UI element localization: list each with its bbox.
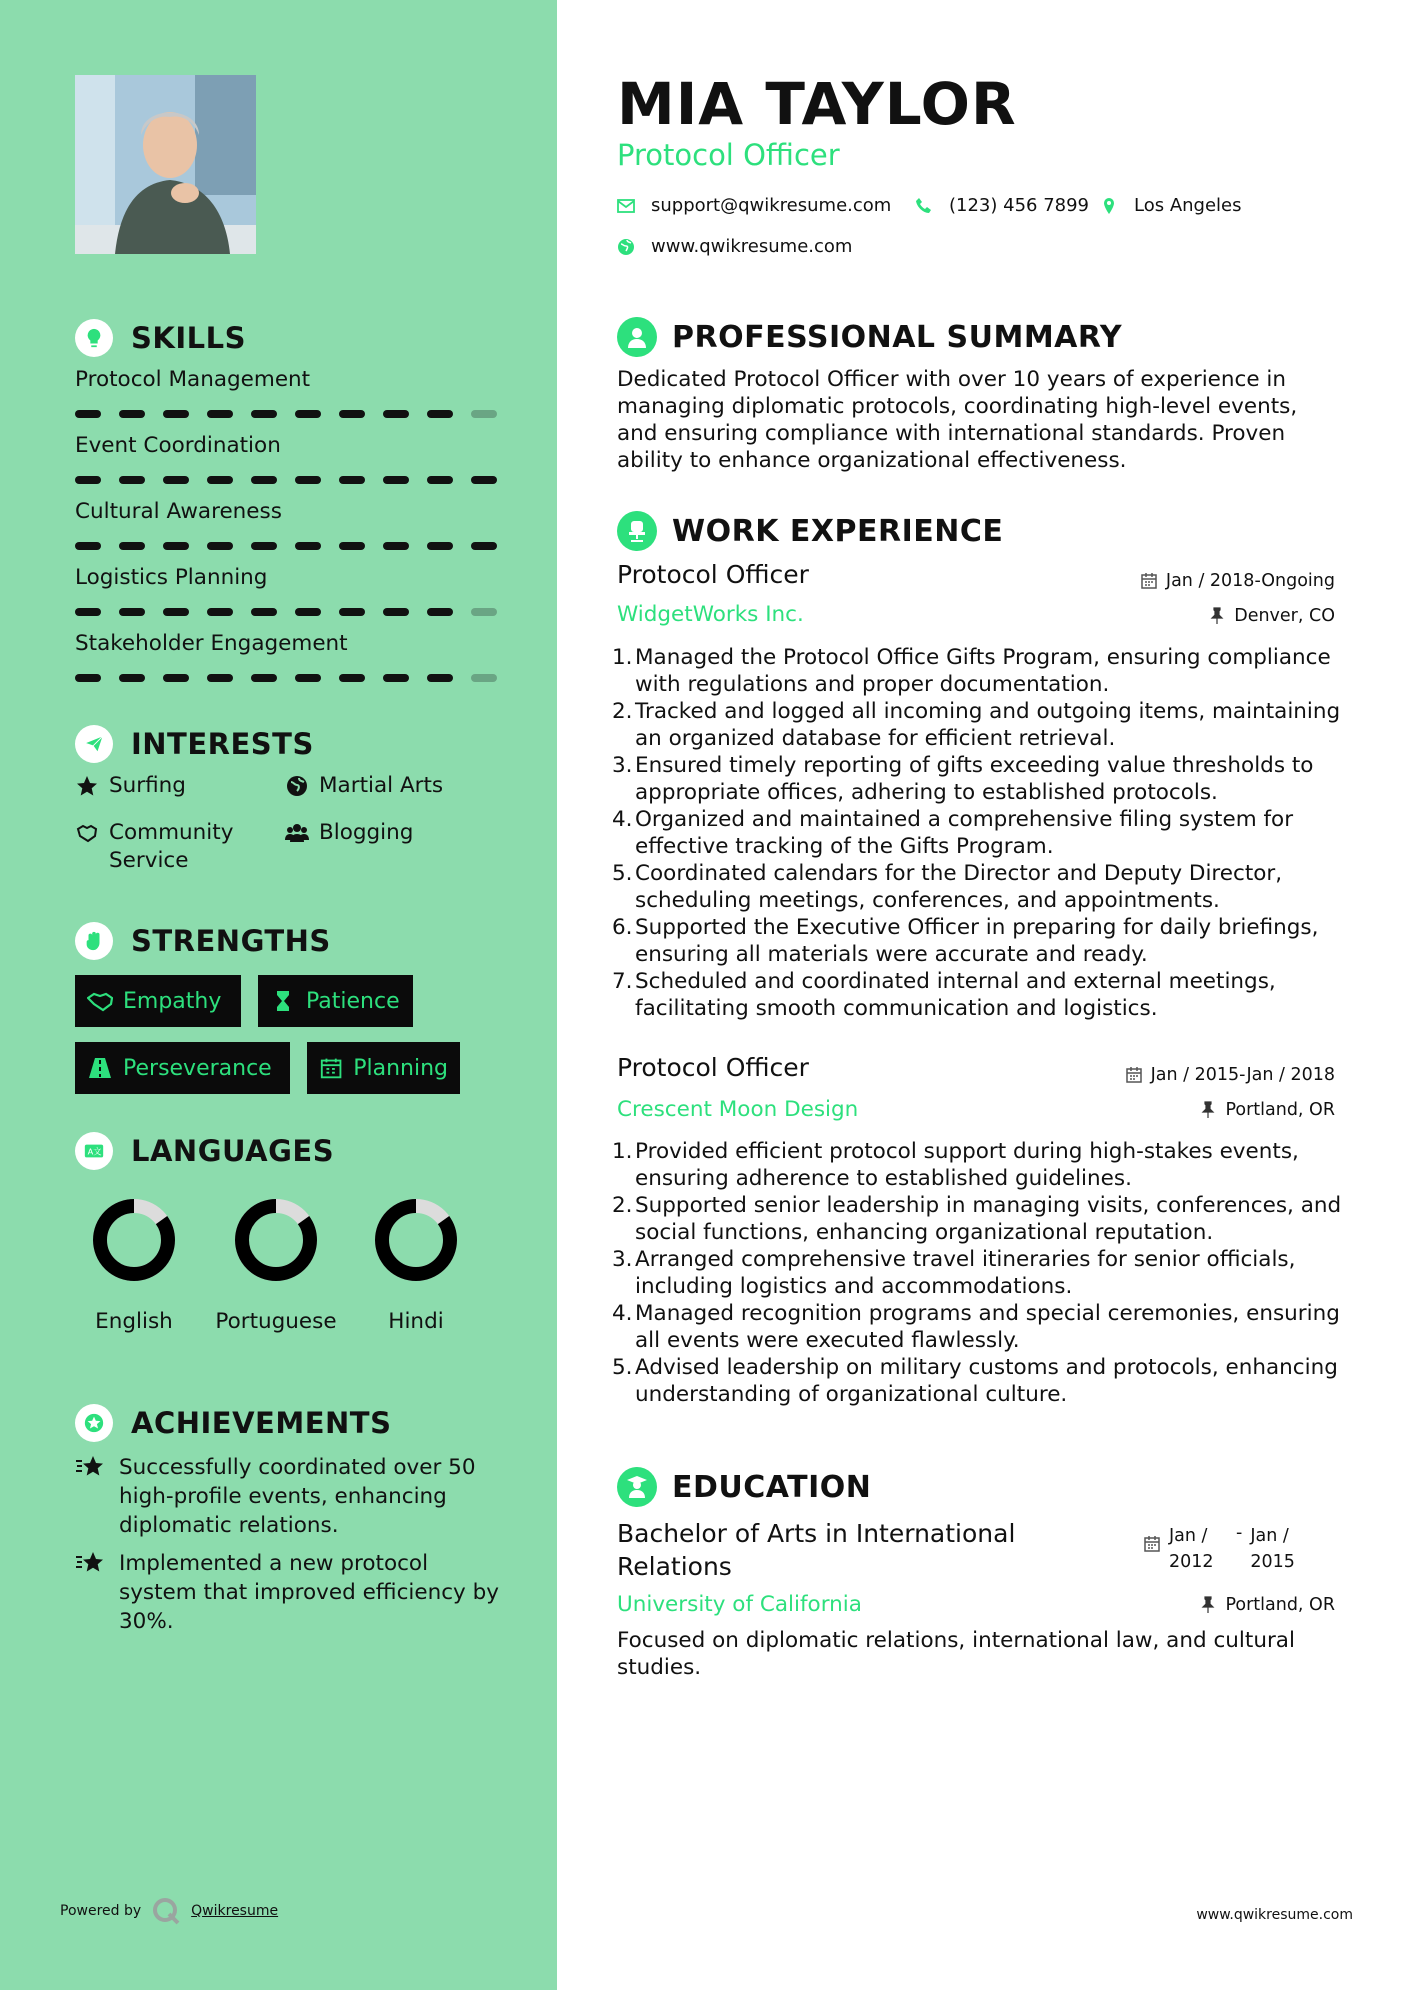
skill-name: Event Coordination [75, 433, 281, 458]
skill-dot-filled [207, 542, 233, 550]
skill-item [75, 433, 500, 484]
job-duties [612, 1138, 1342, 1408]
interest-label: Community Service [109, 820, 234, 873]
languages-heading [75, 1131, 334, 1171]
graduation-icon [617, 1467, 657, 1507]
users-icon [285, 821, 309, 845]
interest-item [75, 772, 186, 800]
qwikresume-link[interactable]: Qwikresume [191, 1903, 279, 1919]
skill-dot-filled [427, 476, 453, 484]
date-separator: - [1236, 1523, 1243, 1543]
star-icon [75, 1549, 107, 1577]
envelope-icon [617, 197, 635, 215]
skill-name: Cultural Awareness [75, 499, 282, 524]
skill-dot-filled [427, 674, 453, 682]
duty-text: Provided efficient protocol support during high-stakes events, ensuring adherence to established guidelines. [635, 1139, 1299, 1191]
language-name: Hindi [388, 1309, 444, 1334]
duty-text: Supported senior leadership in managing visits, conferences, and social functions, enhancing organizational reputation. [635, 1193, 1342, 1245]
language-item [74, 1198, 194, 1336]
duty-text: Supported the Executive Officer in preparing for daily briefings, ensuring all materials were accurate and ready. [635, 915, 1319, 967]
skill-dot-filled [383, 674, 409, 682]
duty-text: Managed the Protocol Office Gifts Program, ensuring compliance with regulations and proper documentation. [635, 645, 1331, 697]
skill-name: Logistics Planning [75, 565, 268, 590]
duty-text: Ensured timely reporting of gifts exceeding value thresholds to appropriate offices, adhering to established protocols. [635, 753, 1314, 805]
duty-number: 3. [612, 1247, 633, 1272]
phone-text: (123) 456 7899 [949, 195, 1090, 216]
duty-item [612, 860, 1342, 914]
pushpin-icon [1199, 1596, 1217, 1614]
education-heading [617, 1466, 871, 1508]
skill-dot-filled [75, 476, 101, 484]
email-text: support@qwikresume.com [651, 195, 892, 216]
skill-dot-filled [383, 608, 409, 616]
skill-item [75, 367, 500, 418]
paper-plane-icon [75, 725, 113, 763]
person-illustration [75, 75, 256, 254]
qwikresume-logo-icon [151, 1896, 181, 1926]
road-icon [87, 1057, 113, 1079]
skill-dot-filled [207, 476, 233, 484]
skill-dot-filled [119, 410, 145, 418]
skill-dot-filled [339, 674, 365, 682]
job-dates [1140, 571, 1335, 591]
job-location-text: Portland, OR [1225, 1100, 1335, 1120]
skill-dot-filled [383, 476, 409, 484]
school-name: University of California [617, 1592, 862, 1617]
skill-dot-filled [295, 674, 321, 682]
skill-level-bar [75, 608, 497, 616]
experience-heading [617, 510, 1003, 552]
pushpin-icon [1208, 607, 1226, 625]
achievement-text: Implemented a new protocol system that improved efficiency by 30%. [119, 1551, 499, 1634]
skill-item [75, 631, 500, 682]
skill-dot-filled [163, 410, 189, 418]
skill-dot-filled [119, 476, 145, 484]
skill-name: Protocol Management [75, 367, 311, 392]
skill-dot-filled [383, 542, 409, 550]
skills-heading [75, 318, 246, 358]
education-dates [1143, 1523, 1305, 1575]
duty-item [612, 1246, 1342, 1300]
language-name: English [95, 1309, 173, 1334]
skills-title: SKILLS [131, 321, 246, 355]
fist-icon [75, 922, 113, 960]
skill-dot-filled [207, 674, 233, 682]
duty-text: Organized and maintained a comprehensive filing system for effective tracking of the Gifts Program. [635, 807, 1294, 859]
language-donut [234, 1198, 318, 1282]
powered-by-label: Powered by [60, 1903, 142, 1919]
skill-dot-filled [339, 608, 365, 616]
handshake-icon [75, 821, 99, 845]
duty-number: 7. [612, 969, 633, 994]
duty-number: 4. [612, 807, 633, 832]
company-name: Crescent Moon Design [617, 1097, 859, 1122]
skill-dot-filled [75, 542, 101, 550]
duty-item [612, 1300, 1342, 1354]
duty-number: 2. [612, 699, 633, 724]
duty-item [612, 1354, 1342, 1408]
website-text: www.qwikresume.com [651, 236, 853, 257]
skill-item [75, 499, 500, 550]
duty-item [612, 1192, 1342, 1246]
skill-dot-filled [163, 608, 189, 616]
duty-text: Scheduled and coordinated internal and external meetings, facilitating smooth communication and logistics. [635, 969, 1276, 1021]
summary-heading [617, 316, 1122, 358]
skill-dot-filled [295, 542, 321, 550]
interest-item [75, 819, 255, 875]
skill-dot-filled [427, 608, 453, 616]
job-location [1199, 1100, 1335, 1120]
language-donut [92, 1198, 176, 1282]
degree-title: Bachelor of Arts in International Relations [617, 1519, 1016, 1581]
duty-number: 2. [612, 1193, 633, 1218]
skill-dot-empty [471, 608, 497, 616]
duty-item [612, 698, 1342, 752]
duty-number: 5. [612, 1355, 633, 1380]
skill-dot-filled [163, 674, 189, 682]
interests-heading [75, 724, 314, 764]
education-location-text: Portland, OR [1225, 1595, 1335, 1615]
star-icon [75, 1453, 107, 1481]
summary-title: PROFESSIONAL SUMMARY [672, 319, 1123, 355]
strengths-title: STRENGTHS [131, 924, 331, 958]
education-description: Focused on diplomatic relations, international law, and cultural studies. [617, 1628, 1295, 1680]
job-dates-text: Jan / 2018-Ongoing [1165, 571, 1335, 591]
skill-name: Stakeholder Engagement [75, 631, 348, 656]
contact-phone[interactable] [915, 195, 1089, 216]
calendar-icon [1140, 572, 1158, 590]
interest-label: Martial Arts [319, 773, 444, 798]
company-name: WidgetWorks Inc. [617, 602, 804, 627]
skill-dot-filled [75, 608, 101, 616]
interest-item [285, 772, 443, 800]
strength-tag [258, 975, 413, 1027]
contact-location [1100, 195, 1242, 216]
skill-dot-filled [75, 674, 101, 682]
duty-text: Coordinated calendars for the Director and Deputy Director, scheduling meetings, conferences, and appointments. [635, 861, 1283, 913]
achievements-title: ACHIEVEMENTS [131, 1406, 392, 1440]
job-location-text: Denver, CO [1234, 606, 1335, 626]
achievements-heading [75, 1403, 391, 1443]
skill-dot-filled [295, 608, 321, 616]
handshake-icon [87, 990, 113, 1012]
education-title: EDUCATION [672, 1469, 872, 1505]
strength-tag [307, 1042, 460, 1094]
skill-dot-filled [339, 476, 365, 484]
skill-dot-filled [251, 476, 277, 484]
education-start: Jan / 2012 [1169, 1526, 1214, 1572]
job-title: Protocol Officer [617, 560, 809, 589]
skill-dot-filled [339, 410, 365, 418]
skill-dot-filled [251, 542, 277, 550]
skill-dot-filled [251, 608, 277, 616]
skill-dot-filled [295, 476, 321, 484]
duty-item [612, 1138, 1342, 1192]
strength-label: Empathy [123, 988, 222, 1014]
skill-dot-filled [163, 542, 189, 550]
location-text: Los Angeles [1134, 195, 1242, 216]
skill-level-bar [75, 674, 497, 682]
skill-dot-filled [295, 410, 321, 418]
duty-text: Managed recognition programs and special ceremonies, ensuring all events were executed flawlessly. [635, 1301, 1340, 1353]
skill-dot-filled [427, 542, 453, 550]
skill-dot-filled [471, 542, 497, 550]
job-title: Protocol Officer [617, 1053, 809, 1082]
skill-level-bar [75, 476, 497, 484]
skill-dot-filled [207, 608, 233, 616]
skill-dot-filled [251, 410, 277, 418]
skill-dot-filled [163, 476, 189, 484]
hourglass-icon [270, 990, 296, 1012]
duty-number: 1. [612, 645, 633, 670]
strength-label: Planning [353, 1055, 448, 1081]
candidate-role: Protocol Officer [617, 138, 840, 172]
job-dates [1125, 1065, 1335, 1085]
education-end: Jan / 2015 [1250, 1526, 1295, 1572]
skill-item [75, 565, 500, 616]
map-pin-icon [1100, 197, 1118, 215]
skill-dot-filled [427, 410, 453, 418]
user-icon [617, 317, 657, 357]
skill-level-bar [75, 542, 497, 550]
duty-item [612, 914, 1342, 968]
job-duties [612, 644, 1342, 1022]
globe-icon [285, 774, 309, 798]
interest-label: Blogging [319, 820, 414, 845]
lightbulb-icon [75, 319, 113, 357]
phone-icon [915, 197, 933, 215]
skill-dot-filled [251, 674, 277, 682]
translate-icon [75, 1132, 113, 1170]
sidebar [0, 0, 557, 1990]
pushpin-icon [1199, 1101, 1217, 1119]
skill-level-bar [75, 410, 497, 418]
contact-email[interactable] [617, 195, 891, 216]
duty-number: 6. [612, 915, 633, 940]
duty-number: 4. [612, 1301, 633, 1326]
star-badge-icon [75, 1404, 113, 1442]
interest-label: Surfing [109, 773, 186, 798]
calendar-icon [319, 1057, 343, 1079]
calendar-icon [1143, 1535, 1161, 1553]
duty-item [612, 806, 1342, 860]
skill-dot-filled [75, 410, 101, 418]
duty-number: 5. [612, 861, 633, 886]
calendar-icon [1125, 1066, 1143, 1084]
profile-photo [75, 75, 256, 254]
contact-website[interactable] [617, 236, 852, 257]
achievement-item [75, 1549, 500, 1636]
skill-dot-filled [339, 542, 365, 550]
skill-dot-filled [383, 410, 409, 418]
strength-label: Patience [306, 988, 400, 1014]
skill-dot-filled [119, 674, 145, 682]
summary-text: Dedicated Protocol Officer with over 10 years of experience in managing diplomatic protocols, coordinating high-level events, and ensuring compliance with international standards. Proven ability to enhance organizational effectiveness. [617, 367, 1298, 473]
achievement-item [75, 1453, 500, 1540]
skill-dot-empty [471, 674, 497, 682]
skill-dot-filled [119, 542, 145, 550]
duty-item [612, 752, 1342, 806]
interest-item [285, 819, 413, 847]
footer-url[interactable]: www.qwikresume.com [1196, 1907, 1353, 1923]
strengths-heading [75, 921, 331, 961]
strength-tag [75, 1042, 290, 1094]
duty-item [612, 644, 1342, 698]
star-icon [75, 774, 99, 798]
duty-text: Advised leadership on military customs and protocols, enhancing understanding of organizational culture. [635, 1355, 1338, 1407]
experience-title: WORK EXPERIENCE [672, 513, 1004, 549]
skill-dot-filled [119, 608, 145, 616]
languages-title: LANGUAGES [131, 1134, 335, 1168]
language-item [356, 1198, 476, 1336]
achievement-text: Successfully coordinated over 50 high-profile events, enhancing diplomatic relations. [119, 1455, 476, 1538]
skill-dot-empty [471, 410, 497, 418]
office-chair-icon [617, 511, 657, 551]
duty-text: Arranged comprehensive travel itineraries for senior officials, including logistics and accommodations. [635, 1247, 1296, 1299]
language-item [215, 1198, 337, 1336]
skill-dot-filled [471, 476, 497, 484]
job-dates-text: Jan / 2015-Jan / 2018 [1150, 1065, 1335, 1085]
duty-item [612, 968, 1342, 1022]
job-location [1208, 606, 1335, 626]
globe-icon [617, 238, 635, 256]
duty-text: Tracked and logged all incoming and outgoing items, maintaining an organized database for efficient retrieval. [635, 699, 1341, 751]
strength-tag [75, 975, 241, 1027]
duty-number: 1. [612, 1139, 633, 1164]
powered-by [60, 1896, 278, 1926]
education-location [1199, 1595, 1335, 1615]
duty-number: 3. [612, 753, 633, 778]
candidate-name: MIA TAYLOR [617, 70, 1017, 138]
skill-dot-filled [207, 410, 233, 418]
strength-label: Perseverance [123, 1055, 272, 1081]
interests-title: INTERESTS [131, 727, 314, 761]
language-name: Portuguese [215, 1309, 337, 1334]
language-donut [374, 1198, 458, 1282]
svg-text:A文: A文 [87, 1146, 102, 1157]
